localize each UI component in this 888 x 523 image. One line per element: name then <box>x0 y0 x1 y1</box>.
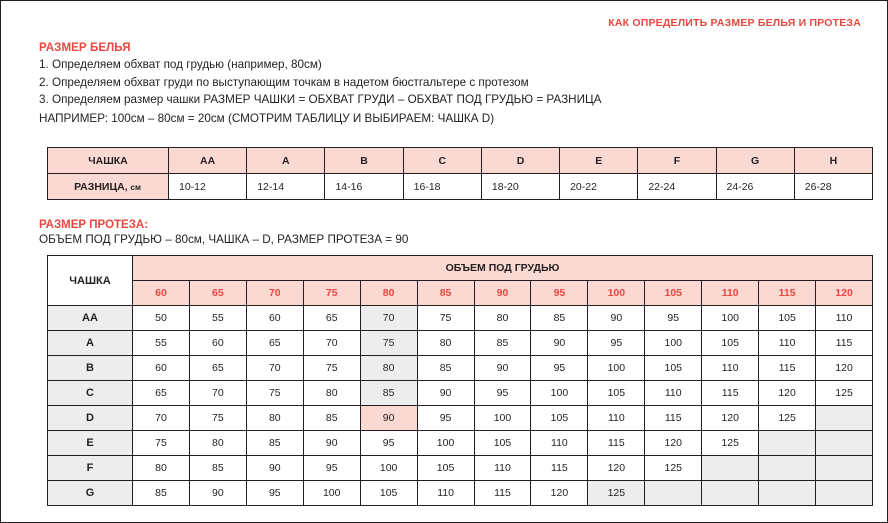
cup-header-cell: G <box>716 148 794 174</box>
difference-cell: 26-28 <box>794 174 872 200</box>
difference-cell: 20-22 <box>560 174 638 200</box>
cup-header-cell: AA <box>169 148 247 174</box>
cup-header-cell: F <box>638 148 716 174</box>
size-cell: 115 <box>759 356 816 381</box>
size-cell: 100 <box>588 356 645 381</box>
size-cell: 70 <box>360 306 417 331</box>
cup-difference-table <box>47 147 873 200</box>
size-cell: 105 <box>702 331 759 356</box>
difference-cell: 22-24 <box>638 174 716 200</box>
main-table-row-label: C <box>48 381 133 406</box>
difference-cell: 14-16 <box>325 174 403 200</box>
size-cell: 75 <box>417 306 474 331</box>
size-cell: 95 <box>474 381 531 406</box>
size-cell: 65 <box>246 331 303 356</box>
size-cell: 110 <box>588 406 645 431</box>
main-table-column-header: 115 <box>759 281 816 306</box>
main-table-column-header: 110 <box>702 281 759 306</box>
size-cell: 60 <box>133 356 190 381</box>
table-row <box>48 281 873 306</box>
table-row <box>48 148 873 174</box>
size-cell: 115 <box>816 331 873 356</box>
size-cell: 65 <box>189 356 246 381</box>
size-cell: 75 <box>246 381 303 406</box>
cup-header-cell: E <box>560 148 638 174</box>
size-cell: 110 <box>645 381 702 406</box>
size-cell: 90 <box>246 456 303 481</box>
table-row <box>48 174 873 200</box>
size-cell: 105 <box>360 481 417 506</box>
cup-header-cell: H <box>794 148 872 174</box>
table-row <box>48 256 873 281</box>
size-cell: 95 <box>360 431 417 456</box>
size-cell: 95 <box>303 456 360 481</box>
size-cell: 90 <box>189 481 246 506</box>
size-cell: 115 <box>645 406 702 431</box>
size-cell: 50 <box>133 306 190 331</box>
main-table-column-header: 65 <box>189 281 246 306</box>
size-cell: 115 <box>588 431 645 456</box>
size-cell: 110 <box>816 306 873 331</box>
main-table-column-header: 105 <box>645 281 702 306</box>
cup-header-cell: B <box>325 148 403 174</box>
size-cell-empty <box>759 481 816 506</box>
main-table-column-header: 100 <box>588 281 645 306</box>
size-cell: 90 <box>531 331 588 356</box>
size-cell-empty <box>816 481 873 506</box>
size-cell: 70 <box>133 406 190 431</box>
size-cell: 80 <box>189 431 246 456</box>
difference-cell: 18-20 <box>481 174 559 200</box>
cup-table-row-label: ЧАШКА <box>48 148 169 174</box>
size-cell: 100 <box>474 406 531 431</box>
size-cell: 105 <box>645 356 702 381</box>
instruction-steps <box>39 56 867 109</box>
size-cell: 120 <box>759 381 816 406</box>
size-cell: 75 <box>189 406 246 431</box>
size-cell: 110 <box>759 331 816 356</box>
size-cell: 80 <box>474 306 531 331</box>
main-table-row-label: E <box>48 431 133 456</box>
main-table-row-label: A <box>48 331 133 356</box>
size-cell: 55 <box>133 331 190 356</box>
size-cell: 95 <box>417 406 474 431</box>
prosthesis-size-table <box>47 255 873 506</box>
size-cell-empty <box>816 406 873 431</box>
size-cell: 85 <box>474 331 531 356</box>
size-cell: 75 <box>303 356 360 381</box>
size-cell: 55 <box>189 306 246 331</box>
instruction-step-1: 1. Определяем обхват под грудью (например, 80см) <box>39 58 322 71</box>
main-table-row-label: AA <box>48 306 133 331</box>
size-cell: 105 <box>759 306 816 331</box>
size-cell: 110 <box>417 481 474 506</box>
size-cell-empty <box>702 481 759 506</box>
size-cell: 70 <box>189 381 246 406</box>
size-cell: 90 <box>417 381 474 406</box>
size-cell: 90 <box>588 306 645 331</box>
size-cell: 120 <box>816 356 873 381</box>
size-cell: 110 <box>702 356 759 381</box>
cup-header-cell: C <box>403 148 481 174</box>
size-cell: 120 <box>531 481 588 506</box>
size-cell: 65 <box>303 306 360 331</box>
size-cell: 125 <box>702 431 759 456</box>
main-table-column-header: 60 <box>133 281 190 306</box>
size-cell: 85 <box>531 306 588 331</box>
instruction-example: НАПРИМЕР: 100см – 80см = 20см (СМОТРИМ ТАБЛИЦУ И ВЫБИРАЕМ: ЧАШКА D) <box>39 111 495 125</box>
main-table-column-header: 75 <box>303 281 360 306</box>
size-cell: 85 <box>360 381 417 406</box>
size-cell: 75 <box>360 331 417 356</box>
main-table-column-header: 85 <box>417 281 474 306</box>
cup-header-cell: D <box>481 148 559 174</box>
table-row <box>48 381 873 406</box>
size-cell: 85 <box>133 481 190 506</box>
main-table-column-header: 120 <box>816 281 873 306</box>
size-cell: 125 <box>759 406 816 431</box>
size-cell: 60 <box>189 331 246 356</box>
size-cell: 100 <box>417 431 474 456</box>
size-cell: 100 <box>360 456 417 481</box>
size-cell: 95 <box>645 306 702 331</box>
page-header-note: КАК ОПРЕДЕЛИТЬ РАЗМЕР БЕЛЬЯ И ПРОТЕЗА <box>608 17 861 29</box>
size-cell: 90 <box>303 431 360 456</box>
size-cell: 80 <box>133 456 190 481</box>
table-row <box>48 456 873 481</box>
size-cell: 80 <box>303 381 360 406</box>
size-cell-selected: 90 <box>360 406 417 431</box>
size-cell: 60 <box>246 306 303 331</box>
size-cell: 115 <box>474 481 531 506</box>
size-cell: 95 <box>246 481 303 506</box>
table-row <box>48 481 873 506</box>
size-cell: 75 <box>133 431 190 456</box>
size-cell-empty <box>645 481 702 506</box>
size-cell: 85 <box>417 356 474 381</box>
difference-label-unit: см <box>130 182 141 192</box>
table-row <box>48 356 873 381</box>
size-cell: 125 <box>645 456 702 481</box>
size-cell-empty <box>702 456 759 481</box>
size-cell-empty: 125 <box>588 481 645 506</box>
table-row <box>48 306 873 331</box>
prosthesis-example-line: ОБЪЕМ ПОД ГРУДЬЮ – 80см, ЧАШКА – D, РАЗМЕР ПРОТЕЗА = 90 <box>39 233 409 246</box>
size-cell: 105 <box>474 431 531 456</box>
size-cell-empty <box>759 431 816 456</box>
main-table-row-label: D <box>48 406 133 431</box>
size-cell: 100 <box>303 481 360 506</box>
size-cell: 105 <box>531 406 588 431</box>
size-cell: 120 <box>702 406 759 431</box>
size-cell: 80 <box>360 356 417 381</box>
size-cell: 110 <box>474 456 531 481</box>
size-cell-empty <box>816 456 873 481</box>
difference-cell: 12-14 <box>247 174 325 200</box>
difference-cell: 16-18 <box>403 174 481 200</box>
main-table-column-header: 70 <box>246 281 303 306</box>
difference-cell: 10-12 <box>169 174 247 200</box>
size-cell: 85 <box>189 456 246 481</box>
size-cell-empty <box>759 456 816 481</box>
size-cell: 125 <box>816 381 873 406</box>
difference-row-label <box>48 174 169 200</box>
size-cell-empty <box>816 431 873 456</box>
size-cell: 90 <box>474 356 531 381</box>
size-cell: 70 <box>303 331 360 356</box>
size-cell: 100 <box>645 331 702 356</box>
size-cell: 115 <box>702 381 759 406</box>
table-row <box>48 406 873 431</box>
main-table-corner-label: ЧАШКА <box>48 256 133 306</box>
main-table-column-header: 95 <box>531 281 588 306</box>
section-title-prosthesis-size: РАЗМЕР ПРОТЕЗА: <box>39 219 149 231</box>
main-table-column-header: 80 <box>360 281 417 306</box>
difference-cell: 24-26 <box>716 174 794 200</box>
size-cell: 65 <box>133 381 190 406</box>
cup-header-cell: A <box>247 148 325 174</box>
main-table-row-label: B <box>48 356 133 381</box>
table-row <box>48 431 873 456</box>
size-cell: 120 <box>588 456 645 481</box>
size-cell: 95 <box>531 356 588 381</box>
size-cell: 105 <box>417 456 474 481</box>
size-cell: 100 <box>702 306 759 331</box>
main-table-row-label: G <box>48 481 133 506</box>
section-title-underwear-size: РАЗМЕР БЕЛЬЯ <box>39 42 131 54</box>
size-cell: 120 <box>645 431 702 456</box>
size-cell: 105 <box>588 381 645 406</box>
size-cell: 80 <box>246 406 303 431</box>
table-row <box>48 331 873 356</box>
main-table-group-header: ОБЪЕМ ПОД ГРУДЬЮ <box>133 256 873 281</box>
size-cell: 85 <box>246 431 303 456</box>
main-table-column-header: 90 <box>474 281 531 306</box>
difference-label-text: РАЗНИЦА, <box>74 180 128 193</box>
size-cell: 70 <box>246 356 303 381</box>
size-cell: 85 <box>303 406 360 431</box>
size-cell: 80 <box>417 331 474 356</box>
main-table-row-label: F <box>48 456 133 481</box>
size-cell: 95 <box>588 331 645 356</box>
instruction-step-3: 3. Определяем размер чашки РАЗМЕР ЧАШКИ = ОБХВАТ ГРУДИ – ОБХВАТ ПОД ГРУДЬЮ = РАЗНИЦА <box>39 93 602 106</box>
size-cell: 115 <box>531 456 588 481</box>
instruction-step-2: 2. Определяем обхват груди по выступающим точкам в надетом бюстгальтере с протезом <box>39 75 529 89</box>
size-cell: 110 <box>531 431 588 456</box>
size-cell: 100 <box>531 381 588 406</box>
